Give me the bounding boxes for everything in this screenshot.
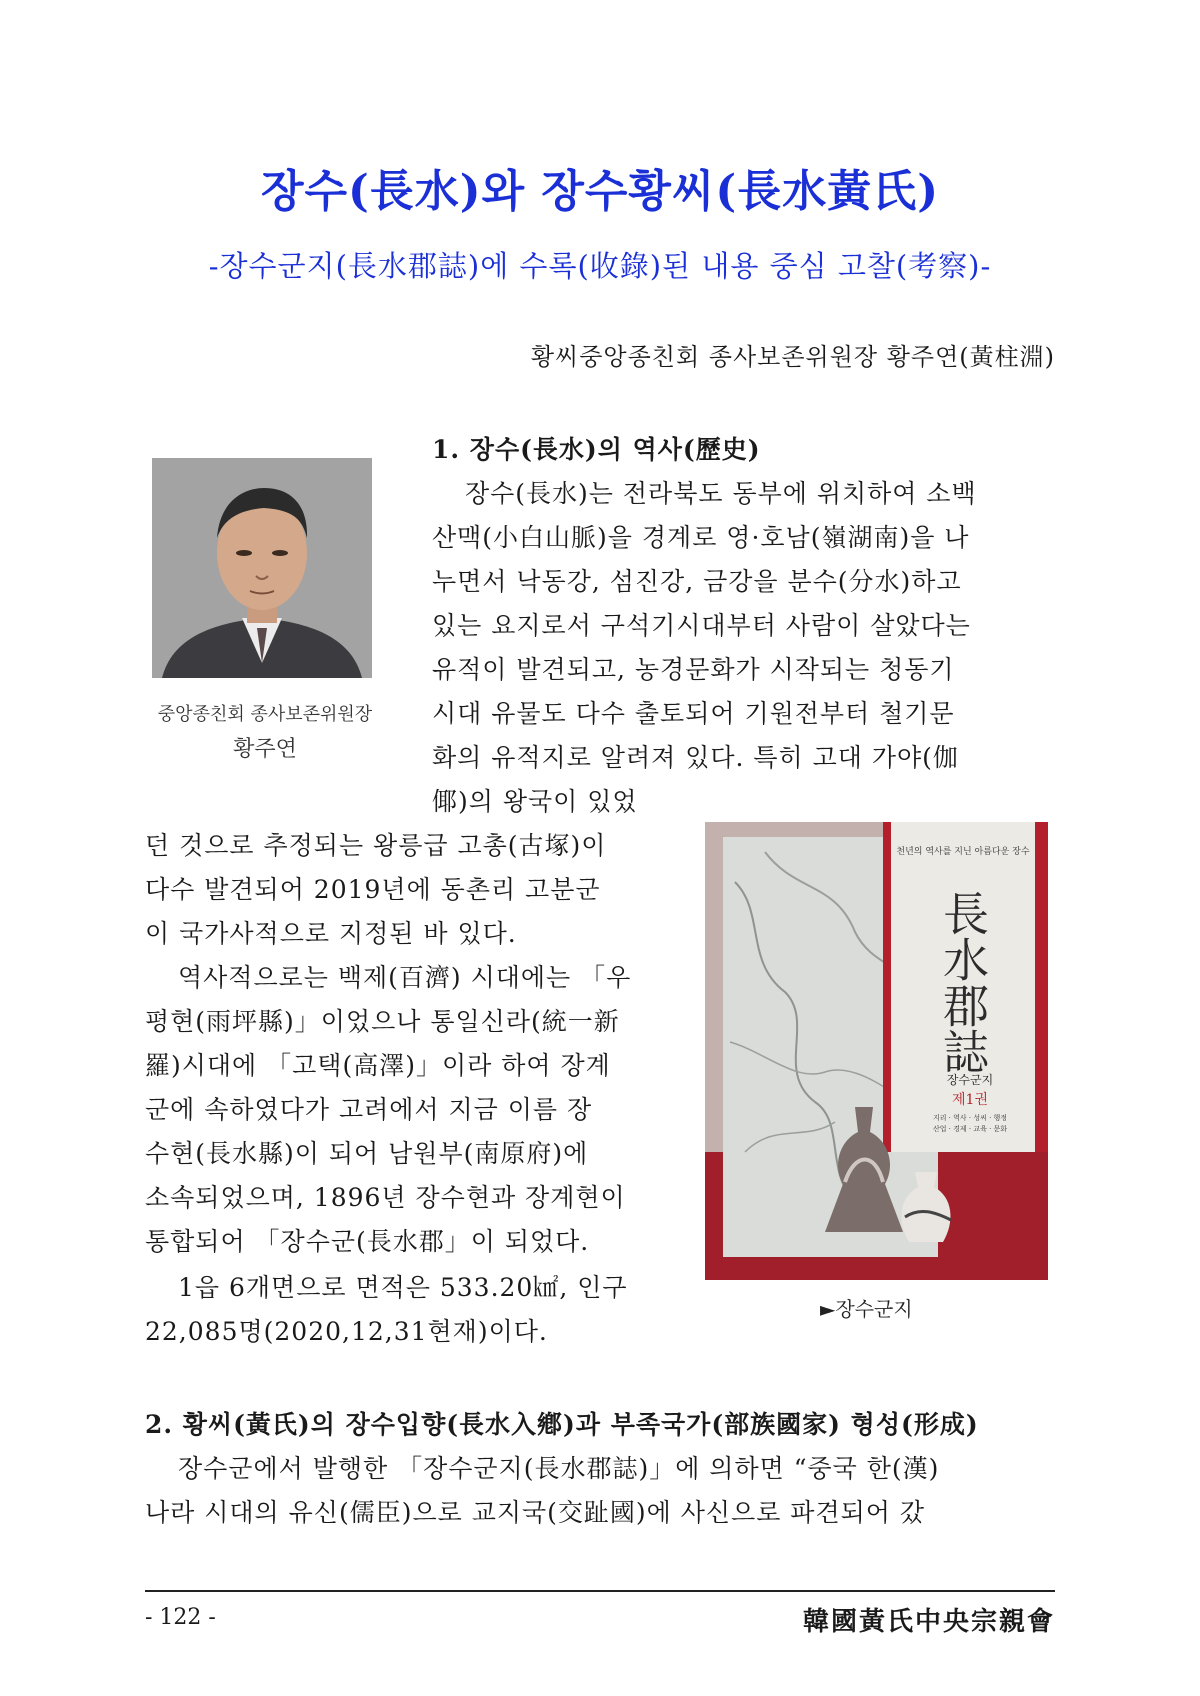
portrait-caption-name: 황주연 xyxy=(233,737,297,762)
book-tagline: 천년의 역사를 지닌 아름다운 장수 xyxy=(896,847,1030,857)
body-line: 다수 발견되어 2019년에 동촌리 고분군 xyxy=(145,875,601,904)
body-line: 수현(長水縣)이 되어 남원부(南原府)에 xyxy=(145,1139,589,1168)
page-number: - 122 - xyxy=(145,1605,216,1630)
portrait-image xyxy=(152,458,372,678)
body-line: 누면서 낙동강, 섬진강, 금강을 분수(分水)하고 xyxy=(432,567,962,596)
book-contents-2: 산업 · 경제 · 교육 · 문화 xyxy=(932,1125,1008,1133)
body-line: 던 것으로 추정되는 왕릉급 고총(古塚)이 xyxy=(145,831,607,860)
publisher-name: 韓國黃氏中央宗親會 xyxy=(802,1607,1055,1637)
body-line: 이 국가사적으로 지정된 바 있다. xyxy=(145,919,517,948)
body-line: 22,085명(2020,12,31현재)이다. xyxy=(145,1317,548,1346)
body-line: 화의 유적지로 알려져 있다. 특히 고대 가야(伽 xyxy=(432,743,959,772)
body-line: 산맥(小白山脈)을 경계로 영·호남(嶺湖南)을 나 xyxy=(432,523,970,552)
author-portrait xyxy=(152,458,372,678)
body-line: 羅)시대에 「고택(高澤)」이라 하여 장계 xyxy=(145,1051,611,1080)
body-line: 군에 속하였다가 고려에서 지금 이름 장 xyxy=(145,1095,593,1124)
body-line: 장수(長水)는 전라북도 동부에 위치하여 소백 xyxy=(465,479,977,508)
body-line: 1읍 6개면으로 면적은 533.20㎢, 인구 xyxy=(178,1273,628,1302)
body-line: 倻)의 왕국이 있었 xyxy=(432,787,638,816)
book-name: 장수군지 xyxy=(946,1073,994,1087)
book-cover-image xyxy=(705,822,1048,1280)
body-line: 통합되어 「장수군(長水郡」이 되었다. xyxy=(145,1227,590,1256)
body-line: 역사적으로는 백제(百濟) 시대에는 「우 xyxy=(178,963,632,992)
body-line: 시대 유물도 다수 출토되어 기원전부터 철기문 xyxy=(432,699,955,728)
body-line: 있는 요지로서 구석기시대부터 사람이 살았다는 xyxy=(432,611,971,640)
body-line: 유적이 발견되고, 농경문화가 시작되는 청동기 xyxy=(432,655,955,684)
page-subtitle: -장수군지(長水郡誌)에 수록(收錄)된 내용 중심 고찰(考察)- xyxy=(208,249,992,283)
body-line: 평현(雨坪縣)」이었으나 통일신라(統一新 xyxy=(145,1007,620,1036)
page-title: 장수(長水)와 장수황씨(長水黃氏) xyxy=(260,166,940,217)
book-calligraphy: 長水郡誌 xyxy=(936,890,990,1074)
footer-divider xyxy=(145,1590,1055,1592)
body-line: 나라 시대의 유신(儒臣)으로 교지국(交趾國)에 사신으로 파견되어 갔 xyxy=(145,1498,925,1527)
section-1-heading: 1. 장수(長水)의 역사(歷史) xyxy=(432,435,761,464)
author-line: 황씨중앙종친회 종사보존위원장 황주연(黃柱淵) xyxy=(530,343,1055,371)
book-caption: ►장수군지 xyxy=(820,1297,913,1321)
section-2-heading: 2. 황씨(黃氏)의 장수입향(長水入鄕)과 부족국가(部族國家) 형성(形成) xyxy=(145,1410,979,1439)
book-cover-photo xyxy=(705,822,1048,1280)
book-volume: 제1권 xyxy=(952,1092,988,1108)
book-contents-1: 지리 · 역사 · 성씨 · 행정 xyxy=(932,1114,1008,1122)
portrait-caption-role: 중앙종친회 종사보존위원장 xyxy=(157,704,373,725)
body-line: 장수군에서 발행한 「장수군지(長水郡誌)」에 의하면 “중국 한(漢) xyxy=(178,1454,940,1483)
body-line: 소속되었으며, 1896년 장수현과 장계현이 xyxy=(145,1183,626,1212)
